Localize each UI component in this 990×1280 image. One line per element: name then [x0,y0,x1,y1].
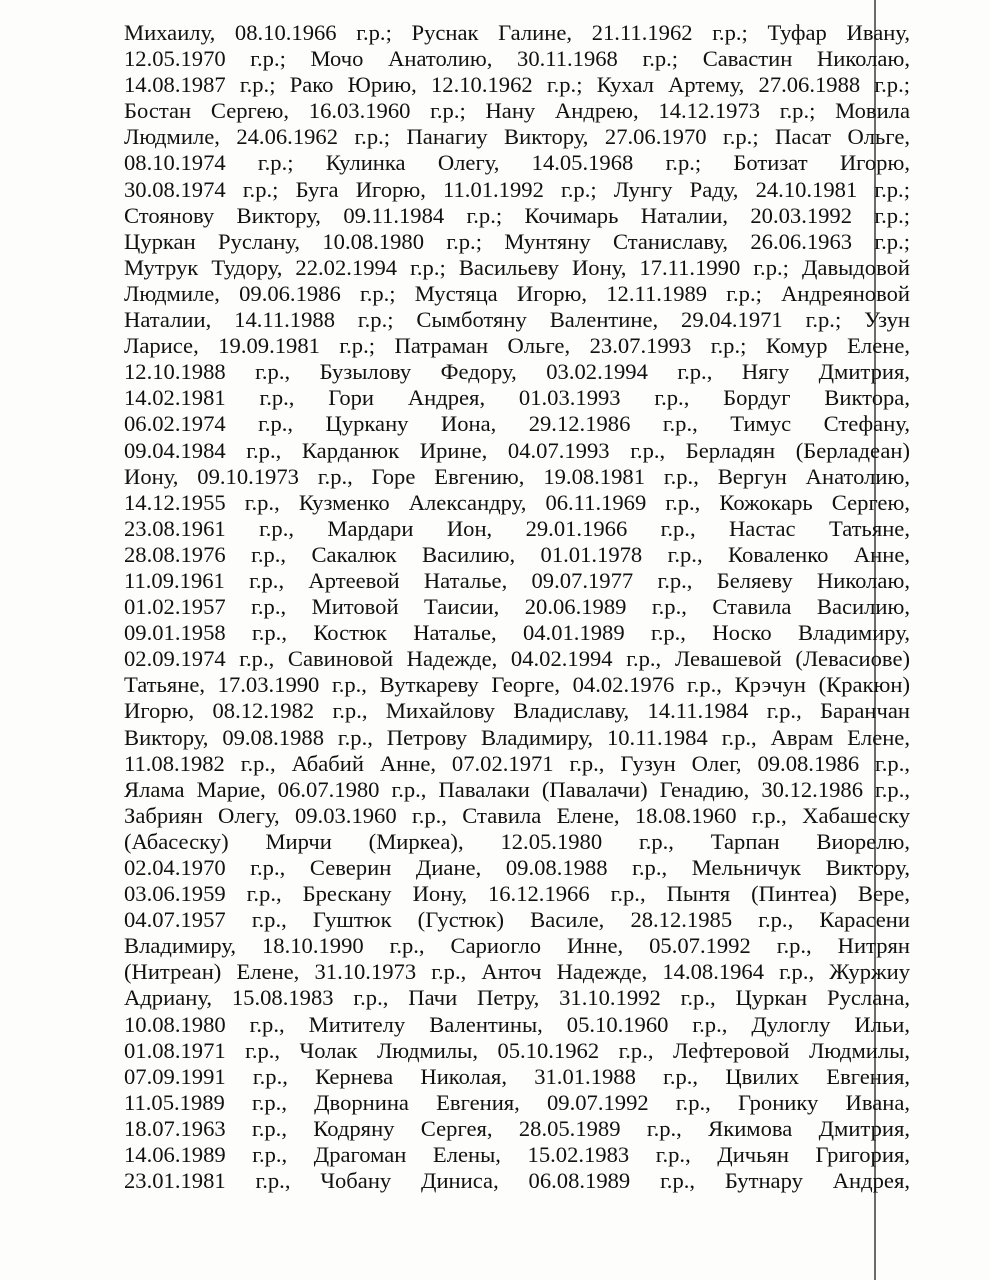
text-line: 11.05.1989 г.р., Дворнина Евгения, 09.07.1992 г.р., Гронику Ивана, [124,1089,910,1115]
text-line: 11.08.1982 г.р., Абабий Анне, 07.02.1971 г.р., Гузун Олег, 09.08.1986 г.р., [124,750,910,776]
text-line: 18.07.1963 г.р., Кодряну Сергея, 28.05.1989 г.р., Якимова Дмитрия, [124,1115,910,1141]
text-line: 30.08.1974 г.р.; Буга Игорю, 11.01.1992 г.р.; Лунгу Раду, 24.10.1981 г.р.; [124,176,910,202]
text-line: Людмиле, 09.06.1986 г.р.; Мустяца Игорю, 12.11.1989 г.р.; Андреяновой [124,280,910,306]
text-line: 02.09.1974 г.р., Савиновой Надежде, 04.02.1994 г.р., Левашевой (Левасиове) [124,646,910,672]
text-line: 08.10.1974 г.р.; Кулинка Олегу, 14.05.1968 г.р.; Ботизат Игорю, [124,150,910,176]
text-line: 11.09.1961 г.р., Артеевой Наталье, 09.07.1977 г.р., Беляеву Николаю, [124,567,910,593]
text-line: 02.04.1970 г.р., Северин Диане, 09.08.1988 г.р., Мельничук Виктору, [124,855,910,880]
text-line: Иону, 09.10.1973 г.р., Горе Евгению, 19.08.1981 г.р., Вергун Анатолию, [124,463,910,489]
text-line: Цуркан Руслану, 10.08.1980 г.р.; Мунтяну Станиславу, 26.06.1963 г.р.; [124,228,910,254]
text-line: 09.01.1958 г.р., Костюк Наталье, 04.01.1989 г.р., Носко Владимиру, [124,620,910,646]
text-line: 23.08.1961 г.р., Мардари Ион, 29.01.1966 г.р., Настас Татьяне, [124,515,910,541]
text-line: Михаилу, 08.10.1966 г.р.; Руснак Галине, 21.11.1962 г.р.; Туфар Ивану, [124,20,910,45]
text-line: 10.08.1980 г.р., Митителу Валентины, 05.10.1960 г.р., Дулоглу Ильи, [124,1011,910,1037]
text-line: 23.01.1981 г.р., Чобану Диниса, 06.08.1989 г.р., Бутнару Андрея, [124,1168,910,1194]
text-line [124,1194,910,1220]
text-line: Ялама Марие, 06.07.1980 г.р., Павалаки (Павалачи) Генадию, 30.12.1986 г.р., [124,776,910,802]
text-line: 28.08.1976 г.р., Сакалюк Василию, 01.01.1978 г.р., Коваленко Анне, [124,541,910,567]
text-line: 01.02.1957 г.р., Митовой Таисии, 20.06.1989 г.р., Ставила Василию, [124,594,910,620]
text-line: Игорю, 08.12.1982 г.р., Михайлову Владиславу, 14.11.1984 г.р., Баранчан [124,698,910,724]
text-line: (Абасеску) Мирчи (Миркеа), 12.05.1980 г.р., Тарпан Виорелю, [124,828,910,854]
text-line: Ларисе, 19.09.1981 г.р.; Патраман Ольге, 23.07.1993 г.р.; Комур Елене, [124,333,910,359]
text-line: 12.10.1988 г.р., Бузылову Федору, 03.02.1994 г.р., Нягу Дмитрия, [124,359,910,385]
text-line: Татьяне, 17.03.1990 г.р., Вуткареву Георге, 04.02.1976 г.р., Крэчун (Кракюн) [124,672,910,698]
text-line: Бостан Сергею, 16.03.1960 г.р.; Нану Андрею, 14.12.1973 г.р.; Мовила [124,98,910,124]
text-line: 07.09.1991 г.р., Кернева Николая, 31.01.1988 г.р., Цвилих Евгения, [124,1063,910,1089]
text-line: Людмиле, 24.06.1962 г.р.; Панагиу Виктору, 27.06.1970 г.р.; Пасат Ольге, [124,124,910,150]
text-line: 04.07.1957 г.р., Гуштюк (Густюк) Василе, 28.12.1985 г.р., Карасени [124,907,910,933]
text-line: Адриану, 15.08.1983 г.р., Пачи Петру, 31.10.1992 г.р., Цуркан Руслана, [124,985,910,1011]
text-line: Стоянову Виктору, 09.11.1984 г.р.; Кочимарь Наталии, 20.03.1992 г.р.; [124,202,910,228]
text-line: Виктору, 09.08.1988 г.р., Петрову Владимиру, 10.11.1984 г.р., Аврам Елене, [124,724,910,750]
text-line: Наталии, 14.11.1988 г.р.; Сымботяну Валентине, 29.04.1971 г.р.; Узун [124,307,910,333]
text-line: 12.05.1970 г.р.; Мочо Анатолию, 30.11.1968 г.р.; Савастин Николаю, [124,46,910,72]
text-line: 03.06.1959 г.р., Брескану Иону, 16.12.1966 г.р., Пынтя (Пинтеа) Вере, [124,881,910,907]
text-line [124,1246,910,1272]
text-line: 14.08.1987 г.р.; Рако Юрию, 12.10.1962 г.р.; Кухал Артему, 27.06.1988 г.р.; [124,72,910,98]
text-line: 14.12.1955 г.р., Кузменко Александру, 06.11.1969 г.р., Кожокарь Сергею, [124,489,910,515]
text-line: Мутрук Тудору, 22.02.1994 г.р.; Васильеву Иону, 17.11.1990 г.р.; Давыдовой [124,254,910,280]
text-line: Забриян Олегу, 09.03.1960 г.р., Ставила Елене, 18.08.1960 г.р., Хабашеску [124,802,910,828]
text-line: 01.08.1971 г.р., Чолак Людмилы, 05.10.1962 г.р., Лефтеровой Людмилы, [124,1037,910,1063]
document-text-block [124,20,910,1273]
text-line: Владимиру, 18.10.1990 г.р., Сариогло Инне, 05.07.1992 г.р., Нитрян [124,933,910,959]
text-line: (Нитреан) Елене, 31.10.1973 г.р., Анточ Надежде, 14.08.1964 г.р., Журжиу [124,959,910,985]
text-line: 09.04.1984 г.р., Карданюк Ирине, 04.07.1993 г.р., Берладян (Берладеан) [124,437,910,463]
text-line: 14.02.1981 г.р., Гори Андрея, 01.03.1993 г.р., Бордуг Виктора, [124,385,910,411]
text-line [124,1220,910,1246]
text-line: 06.02.1974 г.р., Цуркану Иона, 29.12.1986 г.р., Тимус Стефану, [124,411,910,437]
text-line: 14.06.1989 г.р., Драгоман Елены, 15.02.1983 г.р., Дичьян Григория, [124,1142,910,1168]
